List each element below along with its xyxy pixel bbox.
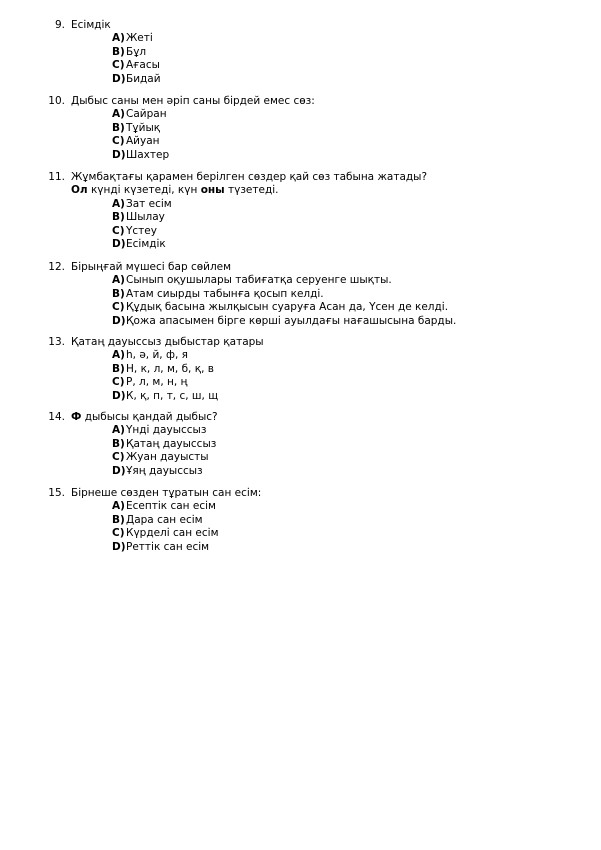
option-text: Жеті [126,32,153,45]
option-text: Р, л, м, н, ң [126,376,188,389]
option-d [0,465,601,478]
option-letter: B) [112,211,125,224]
question-number: 11. [48,171,65,183]
option-text: Ұяң дауыссыз [126,464,203,477]
question-stem: Қатаң дауыссыз дыбыстар қатары [71,336,264,348]
option-letter: A) [112,108,125,121]
option-c [0,527,601,540]
bold-word: оны [200,184,225,197]
option-letter: D) [112,72,126,85]
question-stem: Бірыңғай мүшесі бар сөйлем [71,261,232,273]
option-letter: C) [112,301,125,314]
question-14 [0,411,601,478]
option-c [0,135,601,148]
option-b [0,363,601,376]
option-letter: D) [112,464,126,477]
option-text: Сайран [126,108,167,121]
option-d [0,541,601,554]
option-text: Жуан дауысты [126,451,209,464]
option-letter: C) [112,527,125,540]
option-b [0,122,601,135]
option-a [0,424,601,437]
question-stem: Дыбыс саны мен әріп саны бірдей емес сөз: [71,95,315,107]
option-a [0,198,601,211]
option-letter: C) [112,224,125,237]
option-text: Н, к, л, м, б, қ, в [126,362,214,375]
option-c [0,376,601,389]
question-stem: Жұмбақтағы қарамен берілген сөздер қай сөз табына жатады? [71,171,428,183]
option-letter: D) [112,389,126,402]
option-letter: C) [112,451,125,464]
question-stem: Есімдік [71,19,111,31]
question-number: 9. [54,19,65,31]
option-text: Есімдік [126,237,166,250]
option-letter: C) [112,376,125,389]
bold-word: Ол [71,184,88,197]
question-stem: Бірнеше сөзден тұратын сан есім: [71,487,262,499]
option-text: Шахтер [126,148,170,161]
question-15 [0,487,601,554]
option-text: Сынып оқушылары табиғатқа серуенге шықты. [126,274,392,287]
option-c [0,301,601,314]
question-9 [0,19,601,86]
option-text: һ, ә, й, ф, я [126,349,188,362]
option-b [0,288,601,301]
question-number: 15. [48,487,65,499]
option-d [0,73,601,86]
option-d [0,149,601,162]
option-text: Үнді дауыссыз [126,424,207,437]
option-letter: A) [112,500,125,513]
option-a [0,274,601,287]
option-letter: B) [112,437,125,450]
option-text: Бұл [126,45,147,58]
option-letter: B) [112,513,125,526]
option-text: Үстеу [126,224,157,237]
option-letter: A) [112,424,125,437]
option-letter: A) [112,32,125,45]
question-12 [0,261,601,328]
riddle-line: Ол күнді күзетеді, күн оны түзетеді. [71,184,279,197]
option-letter: D) [112,148,126,161]
option-a [0,349,601,362]
option-text: Құдық басына жылқысын суаруға Асан да, Үсен де келді. [126,301,449,314]
option-b [0,211,601,224]
option-letter: A) [112,349,125,362]
question-stem: Ф дыбысы қандай дыбыс? [71,411,218,423]
option-text: Ағасы [126,59,160,72]
option-letter: C) [112,135,125,148]
option-text: Зат есім [126,197,172,210]
option-letter: A) [112,197,125,210]
option-text: Күрделі сан есім [126,527,219,540]
option-text: Дара сан есім [126,513,203,526]
question-13 [0,336,601,403]
option-d [0,315,601,328]
option-a [0,108,601,121]
option-text: Қатаң дауыссыз [126,437,217,450]
question-number: 13. [48,336,65,348]
option-c [0,225,601,238]
option-letter: B) [112,287,125,300]
option-c [0,59,601,72]
option-a [0,500,601,513]
option-letter: D) [112,314,126,327]
option-b [0,438,601,451]
option-letter: D) [112,540,126,553]
option-text: Шылау [126,211,165,224]
option-text: Қожа апасымен бірге көрші ауылдағы нағашысына барды. [126,314,457,327]
option-letter: D) [112,237,126,250]
option-letter: B) [112,362,125,375]
option-text: Бидай [126,72,161,85]
option-letter: A) [112,274,125,287]
option-letter: C) [112,59,125,72]
question-number: 14. [48,411,65,423]
option-c [0,451,601,464]
option-text: Атам сиырды табынға қосып келді. [126,287,324,300]
question-number: 10. [48,95,65,107]
option-b [0,514,601,527]
option-d [0,238,601,251]
option-text: Тұйық [126,121,161,134]
question-11 [0,171,601,251]
option-text: Айуан [126,135,160,148]
question-number: 12. [48,261,65,273]
question-10 [0,95,601,162]
option-letter: B) [112,45,125,58]
option-b [0,46,601,59]
option-letter: B) [112,121,125,134]
option-d [0,390,601,403]
option-text: К, қ, п, т, с, ш, щ [126,389,219,402]
option-text: Реттік сан есім [126,540,210,553]
option-a [0,32,601,45]
bold-letter: Ф [71,411,82,423]
option-text: Есептік сан есім [126,500,216,513]
